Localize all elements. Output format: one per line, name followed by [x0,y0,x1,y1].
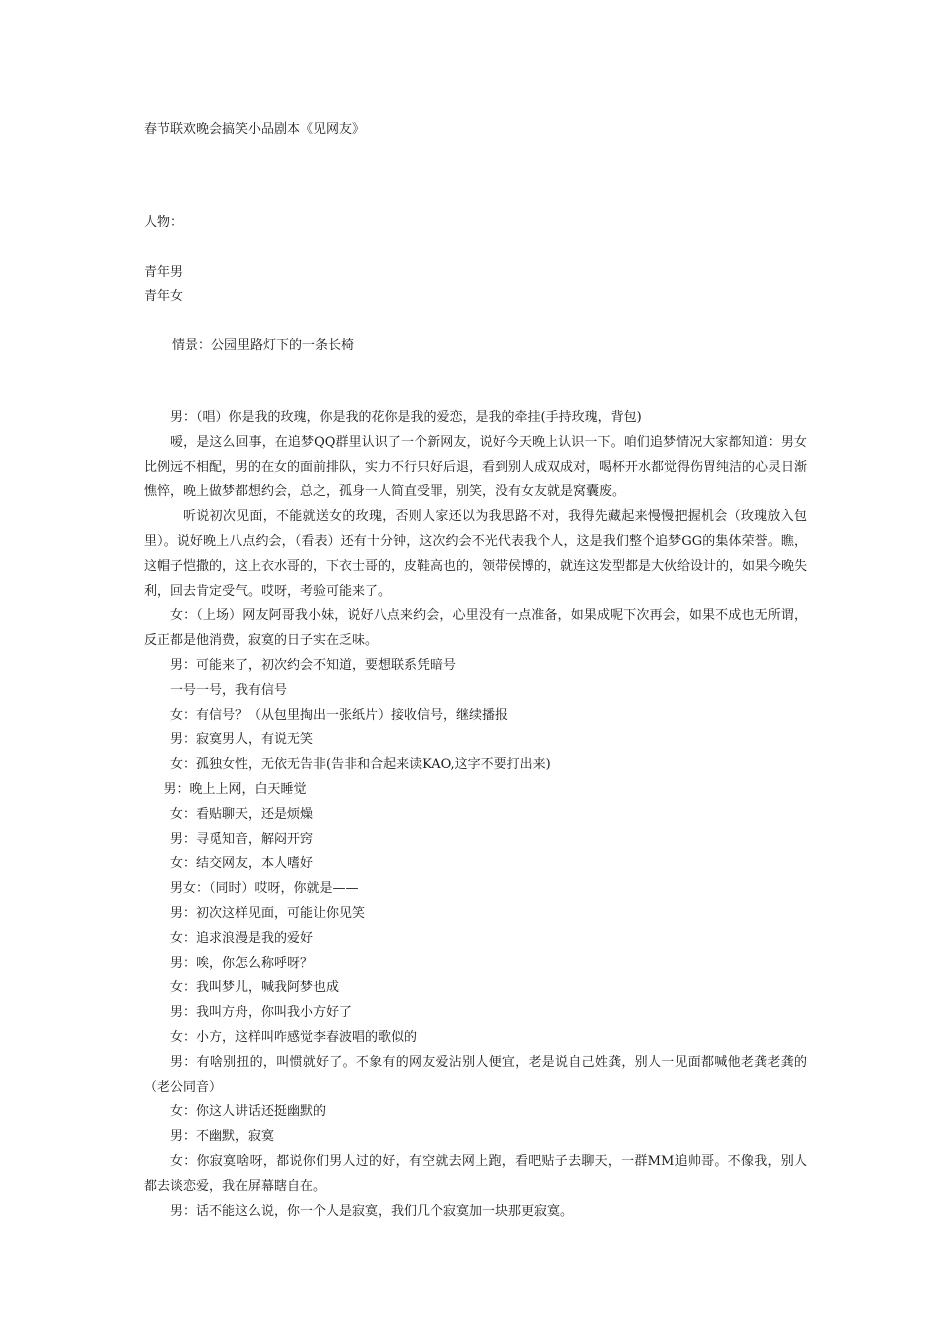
script-line: 一号一号，我有信号 [170,682,288,698]
script-line: 男：寂寞男人，有说无笑 [170,732,314,748]
script-paragraph: 嗳，是这么回事，在追梦QQ群里认识了一个新网友，说好今天晚上认识一下。咱们追梦情况大家都知道：男女比例远不相配，男的在女的面前排队，实力不行只好后退，看到别人成双成对，喝杯开水都觉得伤胃纯洁的心灵日渐憔悴，晚上做梦都想约会，总之，孤身一人简直受罪，别笑，没有女友就是窝囊废。 [144,434,808,500]
script-line: 女：你这人讲话还挺幽默的 [170,1104,327,1120]
script-line: 男女：（同时）哎呀，你就是—— [170,881,359,897]
script-line: 男：我叫方舟，你叫我小方好了 [170,1005,353,1021]
script-line: 女：结交网友，本人嗜好 [170,856,314,872]
script-paragraph: 听说初次见面，不能就送女的玫瑰，否则人家还以为我思路不对，我得先藏起来慢慢把握机会（玫瑰放入包里）。说好晚上八点约会，（看表）还有十分钟，这次约会不光代表我个人，这是我们整个追梦GG的集体荣誉。瞧，这帽子恺撒的，这上衣水哥的，下衣士哥的，皮鞋高也的，领带侯博的，就连这发型都是大伙给设计的，如果今晚失利，回去肯定受气。哎呀，考验可能来了。 [144,509,808,599]
script-paragraph: 女：你寂寞啥呀，都说你们男人过的好，有空就去网上跑，看吧贴子去聊天，一群MM追帅哥。不像我，别人都去谈恋爱，我在屏幕瞎自在。 [144,1153,807,1194]
script-line: 女：孤独女性，无依无告非(告非和合起来读KAO,这字不要打出来) [170,757,551,773]
document-title: 春节联欢晚会搞笑小品剧本《见网友》 [144,122,366,137]
character-female: 青年女 [144,289,184,304]
script-line: 男：话不能这么说，你一个人是寂寞，我们几个寂寞加一块那更寂寞。 [170,1203,574,1219]
script-line: 女：看贴聊天，还是烦燥 [170,806,314,822]
script-paragraph: 男：有啥别扭的，叫惯就好了。不象有的网友爱沾别人便宜，老是说自己姓龚，别人一见面都喊他老龚老龚的（老公同音） [144,1054,807,1095]
script-line: 女：有信号？（从包里掏出一张纸片）接收信号，继续播报 [170,707,509,723]
script-line: 男：（唱）你是我的玫瑰，你是我的花你是我的爱恋，是我的牵挂(手持玫瑰，背包) [170,410,642,425]
script-line: 男：可能来了，初次约会不知道，要想联系凭暗号 [170,657,457,673]
script-line: 男：不幽默，寂寞 [170,1129,275,1145]
script-line: 女：追求浪漫是我的爱好 [170,930,314,946]
script-line: 女：小方，这样叫咋感觉李春波唱的歌似的 [170,1029,418,1045]
characters-heading: 人物： [144,215,184,230]
script-paragraph: 女：（上场）网友阿哥我小妹，说好八点来约会，心里没有一点准备，如果成呢下次再会，如果不成也无所谓，反正都是他消费，寂寞的日子实在乏味。 [144,608,807,649]
scene-description: 情景：公园里路灯下的一条长椅 [172,338,355,353]
script-line: 男：唉，你怎么称呼呀？ [170,955,314,971]
character-male: 青年男 [144,265,184,280]
script-line: 男：晚上上网，白天睡觉 [163,781,307,797]
script-line: 女：我叫梦儿，喊我阿梦也成 [170,980,340,996]
script-line: 男：初次这样见面，可能让你见笑 [170,905,366,921]
script-body [144,406,807,1224]
script-line: 男：寻觅知音，解闷开窍 [170,831,314,847]
